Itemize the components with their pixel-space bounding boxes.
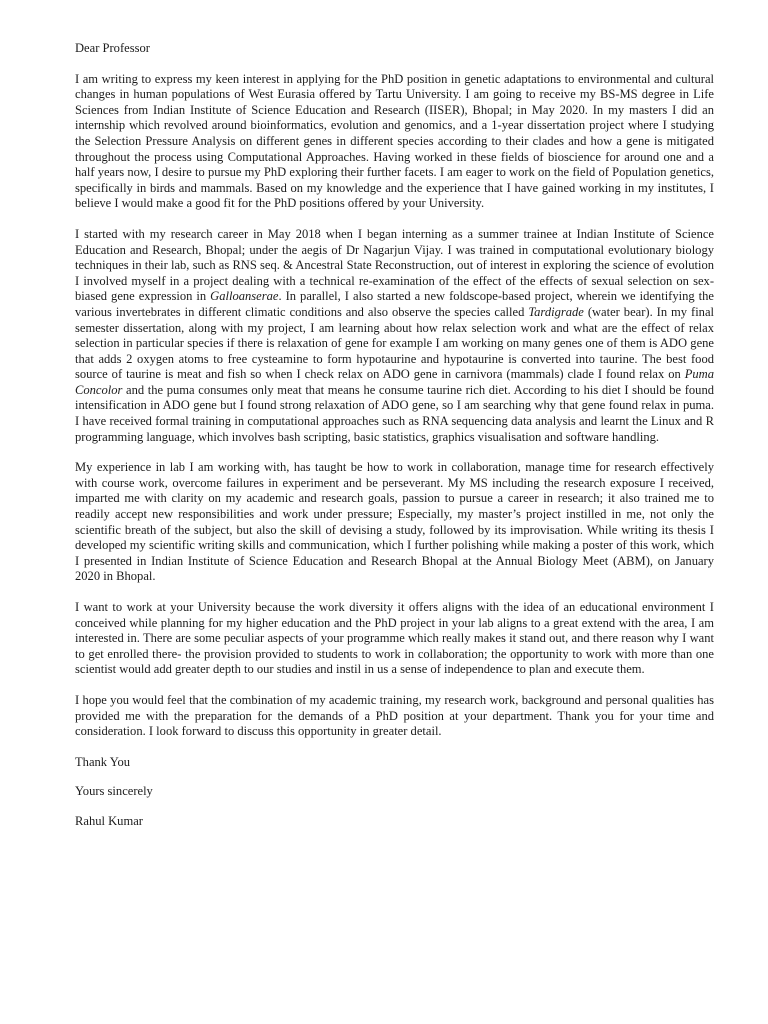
signature-name: Rahul Kumar: [75, 813, 143, 828]
paragraph-motivation: [75, 600, 714, 678]
closing-line: Yours sincerely: [75, 784, 153, 799]
paragraph-intro: [75, 72, 714, 212]
paragraph-text: . In parallel, I also started a new foldscope-based project, wherein we identifying the various invertebrates in different climatic conditions and also observe the species called: [75, 289, 714, 319]
paragraph-text: and the puma consumes only meat that means he consume taurine rich diet. According to his diet I should be found intensification in ADO gene but I found strong relaxation of ADO gene, so I am searching why that gene found relax in puma. I have received formal training in computational approaches such as RNA sequencing data analysis and learnt the Linux and R programming language, which involves bash scripting, basic statistics, graphics visualisation and software handling.: [75, 382, 714, 444]
paragraph-text: I want to work at your University because the work diversity it offers aligns with the idea of an educational environment I conceived while planning for my higher education and the PhD project in your lab aligns to a great extend with the area, I am interested in. There are some peculiar aspects of your programme which really makes it stand out, and there reason why I want to get enrolled there- the provision provided to students to work in collaboration; the opportunity to work with more than one scientist would add greater depth to our studies and instil in us a sense of independence to plan and execute them.: [75, 600, 714, 677]
paragraph-lab-experience: [75, 460, 714, 585]
species-name-italic: Puma Concolor: [75, 367, 714, 397]
thank-you-line: Thank You: [75, 754, 131, 769]
paragraph-text: (water bear). In my final semester dissertation, along with my project, I am learning about how relax selection work and what are the effect of relax selection in particular species if there is relaxation of gene for example I am working on many genes one of them is ADO gene that adds 2 oxygen atoms to free cysteamine to form hypotaurine and hypotaurine is converted into taurine. The best food source of taurine is meat and fish so when I check relax on ADO gene in carnivora (mammals) clade I found relax on: [75, 304, 715, 382]
species-name-italic: Tardigrade: [528, 304, 584, 319]
paragraph-text: I am writing to express my keen interest in applying for the PhD position in genetic adaptations to environmental and cultural changes in human populations of West Eurasia offered by Tartu University. I am going to receive my BS-MS degree in Life Sciences from Indian Institute of Science Education and Research (IISER), Bhopal; in May 2020. In my masters I did an internship which revolved around bioinformatics, evolution and genomics, and a 1-year dissertation project where I studying the Selection Pressure Analysis on different genes in different species according to their clades and how a gene is mitigated throughout the process using Computational Approaches. Having worked in these fields of bioscience for around one and a half years now, I desire to pursue my PhD exploring their further facets. I am eager to work on the field of Population genetics, specifically in birds and mammals. Based on my knowledge and the experience that I have gained working in my institutes, I believe I would make a good fit for the PhD positions offered by your University.: [75, 71, 714, 211]
paragraph-research-career: [75, 227, 714, 445]
paragraph-conclusion: [75, 693, 714, 740]
species-name-italic: Galloanserae: [210, 289, 279, 304]
salutation: Dear Professor: [75, 41, 150, 55]
paragraph-text: I started with my research career in May 2018 when I began interning as a summer trainee at Indian Institute of Science Education and Research, Bhopal; under the aegis of Dr Nagarjun Vijay. I was trained in computational evolutionary biology techniques in their lab, such as RNS seq. & Ancestral State Reconstruction, out of interest in exploring the science of evolution I involved myself in a project dealing with a technical re-examination of the effect of the effects of sexual selection on sex-biased gene expression in: [75, 226, 714, 304]
paragraph-text: I hope you would feel that the combination of my academic training, my research work, background and personal qualities has provided me with the preparation for the demands of a PhD position at your department. Thank you for your time and consideration. I look forward to discuss this opportunity in greater detail.: [75, 692, 714, 739]
paragraph-text: My experience in lab I am working with, has taught be how to work in collaboration, manage time for research effectively with course work, overcome failures in experiment and be perseverant. My MS including the research exposure I received, imparted me with clarity on my academic and research goals, passion to pursue a career in research; it also trained me to readily accept new responsibilities and work under pressure; Especially, my master’s project instilled in me, not only the scientific breath of the subject, but also the skill of devising a study, followed by its improvisation. While writing its thesis I developed my scientific writing skills and communication, which I further polishing while making a poster of this work, which I presented in Indian Institute of Science Education and Research Bhopal at the Annual Biology Meet (ABM), on January 2020 in Bhopal.: [75, 460, 714, 584]
